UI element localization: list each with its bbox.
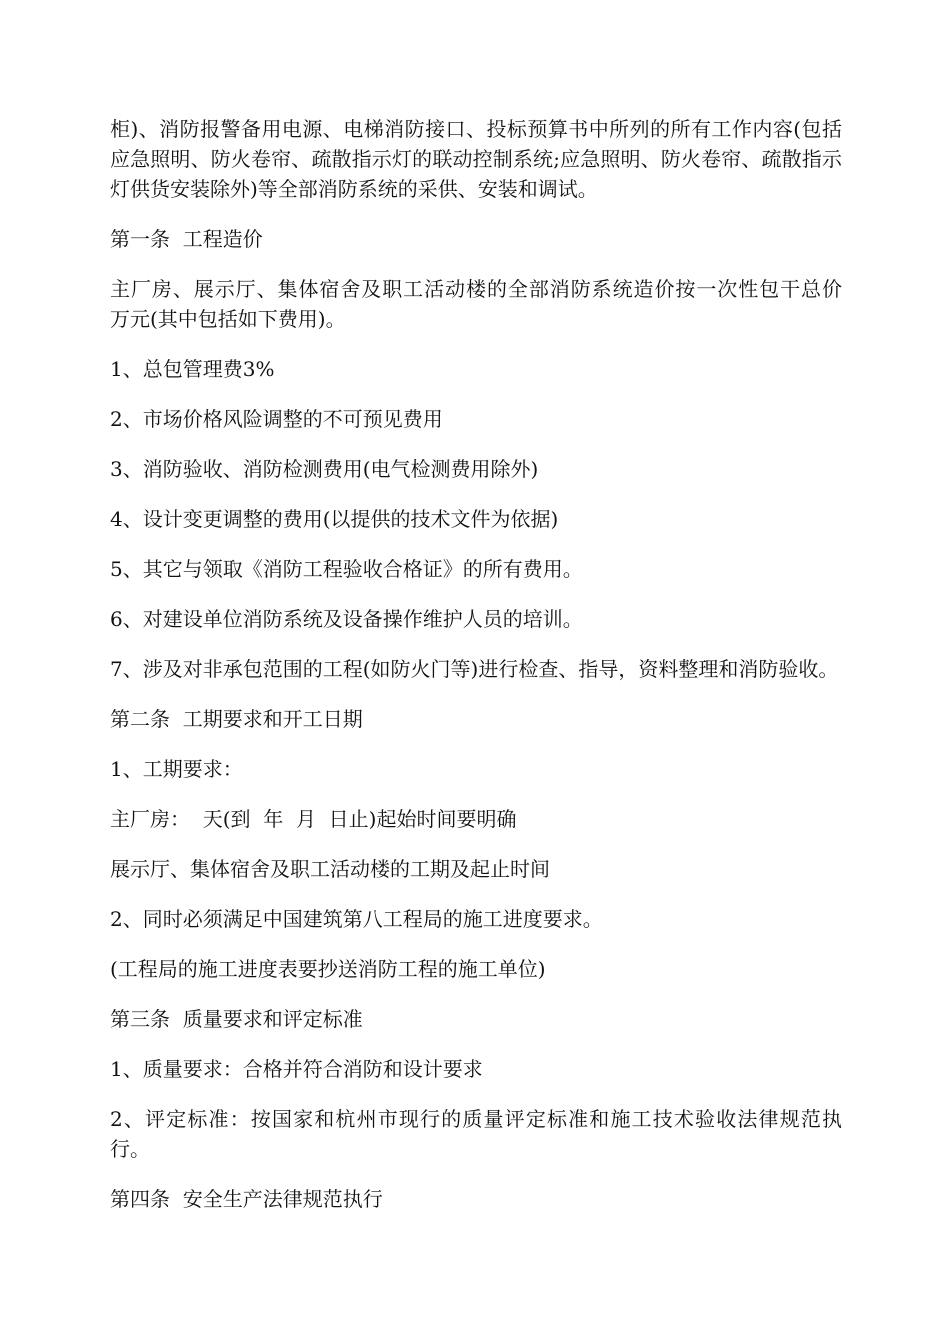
list-item-fee-2: 2、市场价格风险调整的不可预见费用 bbox=[110, 407, 443, 431]
list-item-fee-4: 4、设计变更调整的费用(以提供的技术文件为依据) bbox=[110, 507, 559, 531]
paragraph-schedule-note: (工程局的施工进度表要抄送消防工程的施工单位) bbox=[110, 957, 546, 981]
paragraph-scope-continued: 柜)、消防报警备用电源、电梯消防接口、投标预算书中所列的所有工作内容(包括应急照明、防火卷帘、疏散指示灯的联动控制系统;应急照明、防火卷帘、疏散指示灯供货安装除外)等全部消防系统的采供、安装和调试。 bbox=[110, 117, 842, 201]
list-item-fee-7: 7、涉及对非承包范围的工程(如防火门等)进行检查、指导，资料整理和消防验收。 bbox=[110, 657, 839, 681]
list-item-quality-2: 2、评定标准：按国家和杭州市现行的质量评定标准和施工技术验收法律规范执行。 bbox=[110, 1107, 842, 1161]
paragraph-other-buildings-schedule: 展示厅、集体宿舍及职工活动楼的工期及起止时间 bbox=[110, 857, 550, 881]
heading-article-3-quality: 第三条 质量要求和评定标准 bbox=[110, 1007, 363, 1031]
list-item-fee-6: 6、对建设单位消防系统及设备操作维护人员的培训。 bbox=[110, 607, 583, 631]
heading-article-2-schedule: 第二条 工期要求和开工日期 bbox=[110, 707, 363, 731]
list-item-fee-3: 3、消防验收、消防检测费用(电气检测费用除外) bbox=[110, 457, 539, 481]
document-page bbox=[110, 114, 855, 1234]
list-item-fee-1: 1、总包管理费3% bbox=[110, 357, 275, 381]
paragraph-main-plant-schedule: 主厂房： 天(到 年 月 日止)起始时间要明确 bbox=[110, 807, 517, 831]
heading-article-1-cost: 第一条 工程造价 bbox=[110, 227, 263, 251]
list-item-schedule-2: 2、同时必须满足中国建筑第八工程局的施工进度要求。 bbox=[110, 907, 603, 931]
heading-article-4-safety: 第四条 安全生产法律规范执行 bbox=[110, 1187, 383, 1211]
list-item-quality-1: 1、质量要求：合格并符合消防和设计要求 bbox=[110, 1057, 483, 1081]
paragraph-total-price: 主厂房、展示厅、集体宿舍及职工活动楼的全部消防系统造价按一次性包干总价 万元(其中包括如下费用)。 bbox=[110, 277, 855, 331]
list-item-schedule-1: 1、工期要求： bbox=[110, 757, 243, 781]
list-item-fee-5: 5、其它与领取《消防工程验收合格证》的所有费用。 bbox=[110, 557, 583, 581]
